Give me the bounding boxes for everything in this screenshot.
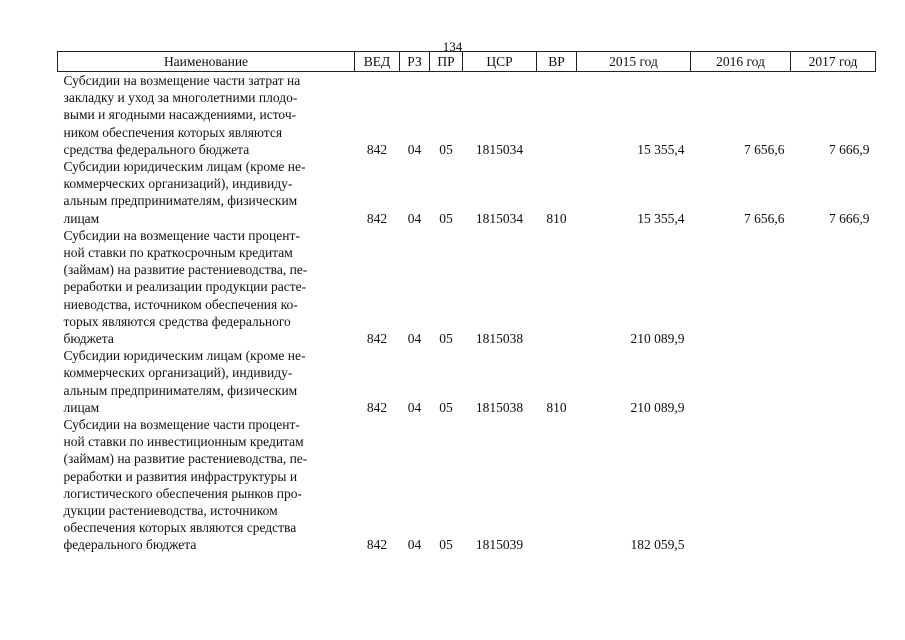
cell-ved: 842 [366, 331, 388, 347]
table-row [58, 158, 876, 227]
table-row [58, 347, 876, 416]
cell-vr [537, 416, 577, 554]
name-line: ниеводства, источником обеспечения ко- [63, 296, 298, 312]
name-line: альным предпринимателям, физическим [63, 193, 298, 209]
cell-name [58, 72, 355, 159]
cell-name [58, 347, 355, 416]
header-vr: ВР [537, 52, 577, 72]
name-line: федерального бюджета [63, 537, 197, 553]
name-line: Субсидии на возмещение части процент- [63, 227, 300, 243]
name-line: закладку и уход за многолетними плодо- [63, 90, 298, 106]
header-2017: 2017 год [791, 52, 876, 72]
cell-2015: 15 355,4 [637, 210, 685, 226]
cell-pr: 05 [439, 141, 453, 157]
cell-rz: 04 [407, 331, 422, 347]
name-line: ником обеспечения которых являются [63, 124, 283, 140]
name-line: обеспечения которых являются средства [63, 520, 297, 536]
header-2016: 2016 год [691, 52, 791, 72]
name-line: Субсидии на возмещение части процент- [63, 417, 300, 433]
cell-pr: 05 [439, 537, 453, 553]
cell-name [58, 158, 355, 227]
cell-vr: 810 [546, 210, 567, 226]
cell-pr: 05 [439, 399, 453, 415]
table-row [58, 72, 876, 159]
cell-vr [537, 72, 577, 159]
header-pr: ПР [430, 52, 463, 72]
name-line: Субсидии на возмещение части затрат на [63, 73, 301, 88]
name-line: лицам [63, 210, 100, 226]
cell-ved: 842 [366, 399, 388, 415]
name-line: дукции растениеводства, источником [63, 503, 278, 519]
name-line: Субсидии юридическим лицам (кроме не- [63, 159, 306, 175]
cell-rz: 04 [407, 399, 422, 415]
cell-csr: 1815038 [475, 331, 524, 347]
cell-2016 [691, 416, 791, 554]
cell-2017: 7 666,9 [829, 141, 870, 157]
name-line: реработки и развития инфраструктуры и [63, 468, 298, 484]
cell-vr [537, 227, 577, 347]
cell-2016: 7 656,6 [744, 210, 785, 226]
name-line: Субсидии юридическим лицам (кроме не- [63, 348, 306, 364]
table-header [58, 52, 876, 72]
header-rz: РЗ [400, 52, 430, 72]
cell-csr: 1815034 [475, 141, 524, 157]
cell-2016 [691, 347, 791, 416]
cell-pr: 05 [439, 210, 453, 226]
name-line: торых являются средства федерального [63, 313, 291, 329]
cell-rz: 04 [407, 141, 422, 157]
table-row [58, 227, 876, 347]
cell-2015: 210 089,9 [630, 331, 685, 347]
cell-rz: 04 [407, 537, 422, 553]
cell-pr: 05 [439, 331, 453, 347]
name-line: реработки и реализации продукции расте- [63, 279, 307, 295]
name-line: лицам [63, 399, 100, 415]
cell-name [58, 227, 355, 347]
budget-table [57, 51, 876, 554]
cell-rz: 04 [407, 210, 422, 226]
name-line: ной ставки по инвестиционным кредитам [63, 434, 304, 450]
name-line: логистического обеспечения рынков про- [63, 485, 303, 501]
table-row [58, 416, 876, 554]
header-2015: 2015 год [577, 52, 691, 72]
cell-vr: 810 [546, 399, 567, 415]
cell-2017 [791, 227, 876, 347]
name-line: средства федерального бюджета [63, 141, 250, 157]
name-line: коммерческих организаций), индивиду- [63, 365, 293, 381]
header-csr: ЦСР [463, 52, 537, 72]
name-line: альным предпринимателям, физическим [63, 382, 298, 398]
cell-2015: 182 059,5 [630, 537, 685, 553]
header-ved: ВЕД [355, 52, 400, 72]
cell-ved: 842 [366, 141, 388, 157]
cell-name [58, 416, 355, 554]
cell-2016: 7 656,6 [744, 141, 785, 157]
table-body [58, 72, 876, 554]
cell-ved: 842 [366, 210, 388, 226]
cell-csr: 1815039 [475, 537, 524, 553]
cell-2017 [791, 347, 876, 416]
cell-csr: 1815034 [475, 210, 524, 226]
name-line: выми и ягодными насаждениями, источ- [63, 107, 297, 123]
cell-ved: 842 [366, 537, 388, 553]
name-line: ной ставки по краткосрочным кредитам [63, 245, 293, 261]
name-line: (займам) на развитие растениеводства, пе- [63, 262, 308, 278]
header-name: Наименование [58, 52, 355, 72]
name-line: коммерческих организаций), индивиду- [63, 176, 293, 192]
cell-2015: 15 355,4 [637, 141, 685, 157]
cell-2017: 7 666,9 [829, 210, 870, 226]
cell-2016 [691, 227, 791, 347]
page-number: 134 [442, 39, 463, 54]
cell-2017 [791, 416, 876, 554]
cell-csr: 1815038 [475, 399, 524, 415]
name-line: (займам) на развитие растениеводства, пе- [63, 451, 308, 467]
cell-2015: 210 089,9 [630, 399, 685, 415]
name-line: бюджета [63, 331, 114, 347]
